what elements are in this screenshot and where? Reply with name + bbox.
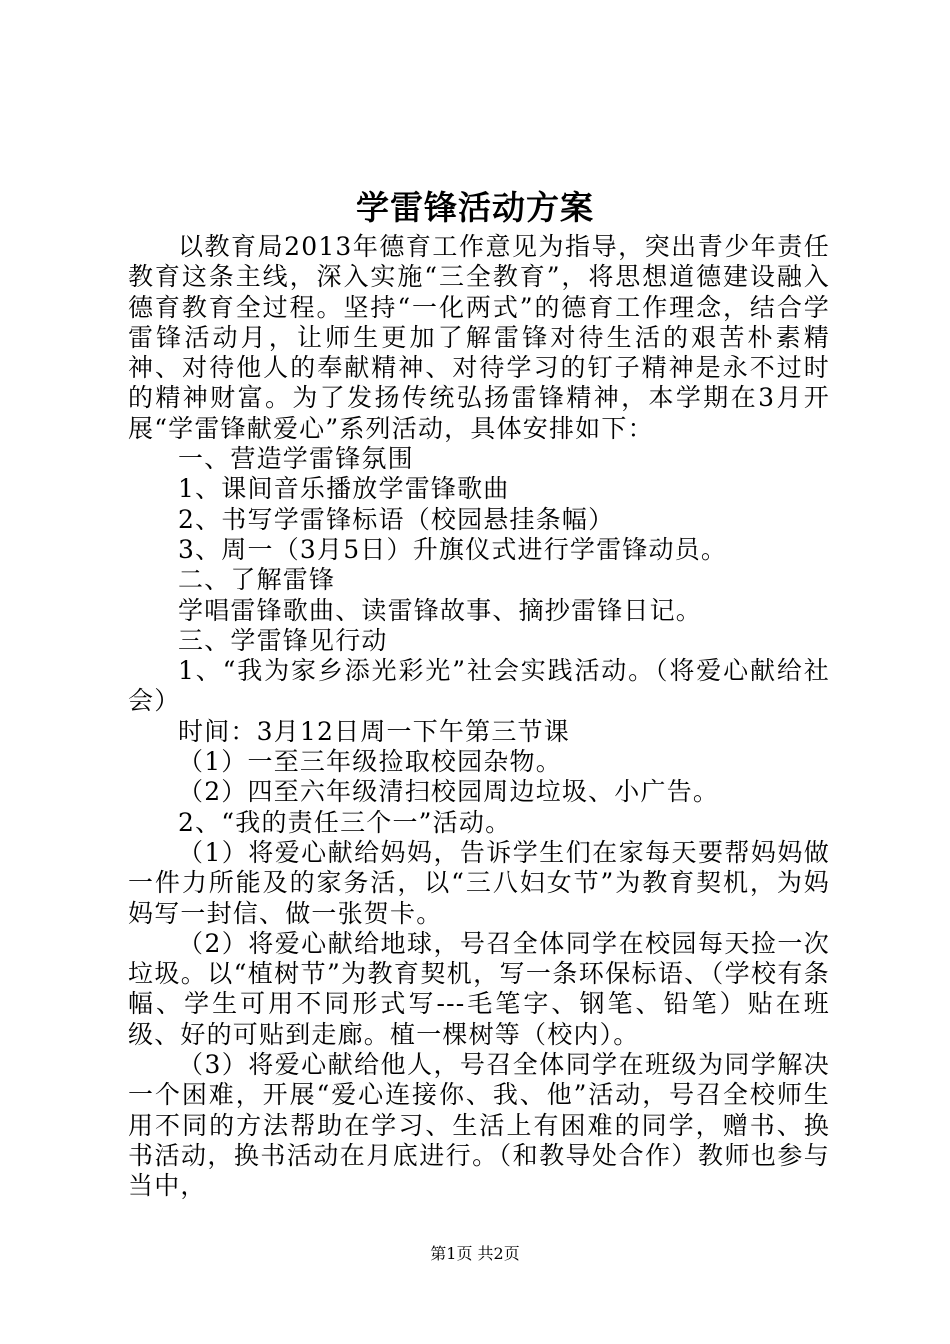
section-heading-2: 二、了解雷锋 xyxy=(178,565,336,595)
list-item: （2）四至六年级清扫校园周边垃圾、小广告。 xyxy=(178,777,720,807)
list-item: 2、书写学雷锋标语（校园悬挂条幅） xyxy=(178,504,615,534)
list-item: 2、“我的责任三个一”活动。 xyxy=(178,807,512,837)
list-item: （1）一至三年级捡取校园杂物。 xyxy=(178,747,562,777)
paragraph: 时间：3月12日周一下午第三节课 xyxy=(178,716,570,746)
section-heading-1: 一、营造学雷锋氛围 xyxy=(178,444,414,474)
document-title: 学雷锋活动方案 xyxy=(356,188,594,227)
list-item: （1）将爱心献给妈妈，告诉学生们在家每天要帮妈妈做一件力所能及的家务活，以“三八妇女节”为教育契机，为妈妈写一封信、做一张贺卡。 xyxy=(128,837,830,928)
paragraph: 学唱雷锋歌曲、读雷锋故事、摘抄雷锋日记。 xyxy=(178,595,703,625)
list-item: 1、课间音乐播放学雷锋歌曲 xyxy=(178,474,510,504)
document-body xyxy=(128,232,830,1202)
section-heading-3: 三、学雷锋见行动 xyxy=(178,625,388,655)
list-item: （2）将爱心献给地球，号召全体同学在校园每天捡一次垃圾。以“植树节”为教育契机，写一条环保标语、（学校有条幅、学生可用不同形式写---毛笔字、钢笔、铅笔）贴在班级、好的可贴到走廊。植一棵树等（校内）。 xyxy=(128,928,830,1049)
list-item: （3）将爱心献给他人，号召全体同学在班级为同学解决一个困难，开展“爱心连接你、我、他”活动，号召全校师生用不同的方法帮助在学习、生活上有困难的同学，赠书、换书活动，换书活动在月底进行。（和教导处合作）教师也参与当中， xyxy=(128,1050,830,1201)
page-footer: 第1页 共2页 xyxy=(430,1244,520,1263)
list-item: 3、周一（3月5日）升旗仪式进行学雷锋动员。 xyxy=(178,534,728,564)
intro-paragraph: 以教育局2013年德育工作意见为指导，突出青少年责任教育这条主线，深入实施“三全教育”，将思想道德建设融入德育教育全过程。坚持“一化两式”的德育工作理念，结合学雷锋活动月，让师生更加了解雷锋对待生活的艰苦朴素精神、对待他人的奉献精神、对待学习的钉子精神是永不过时的精神财富。为了发扬传统弘扬雷锋精神，本学期在3月开展“学雷锋献爱心”系列活动，具体安排如下： xyxy=(128,232,830,443)
list-item: 1、“我为家乡添光彩光”社会实践活动。（将爱心献给社会） xyxy=(128,656,830,716)
